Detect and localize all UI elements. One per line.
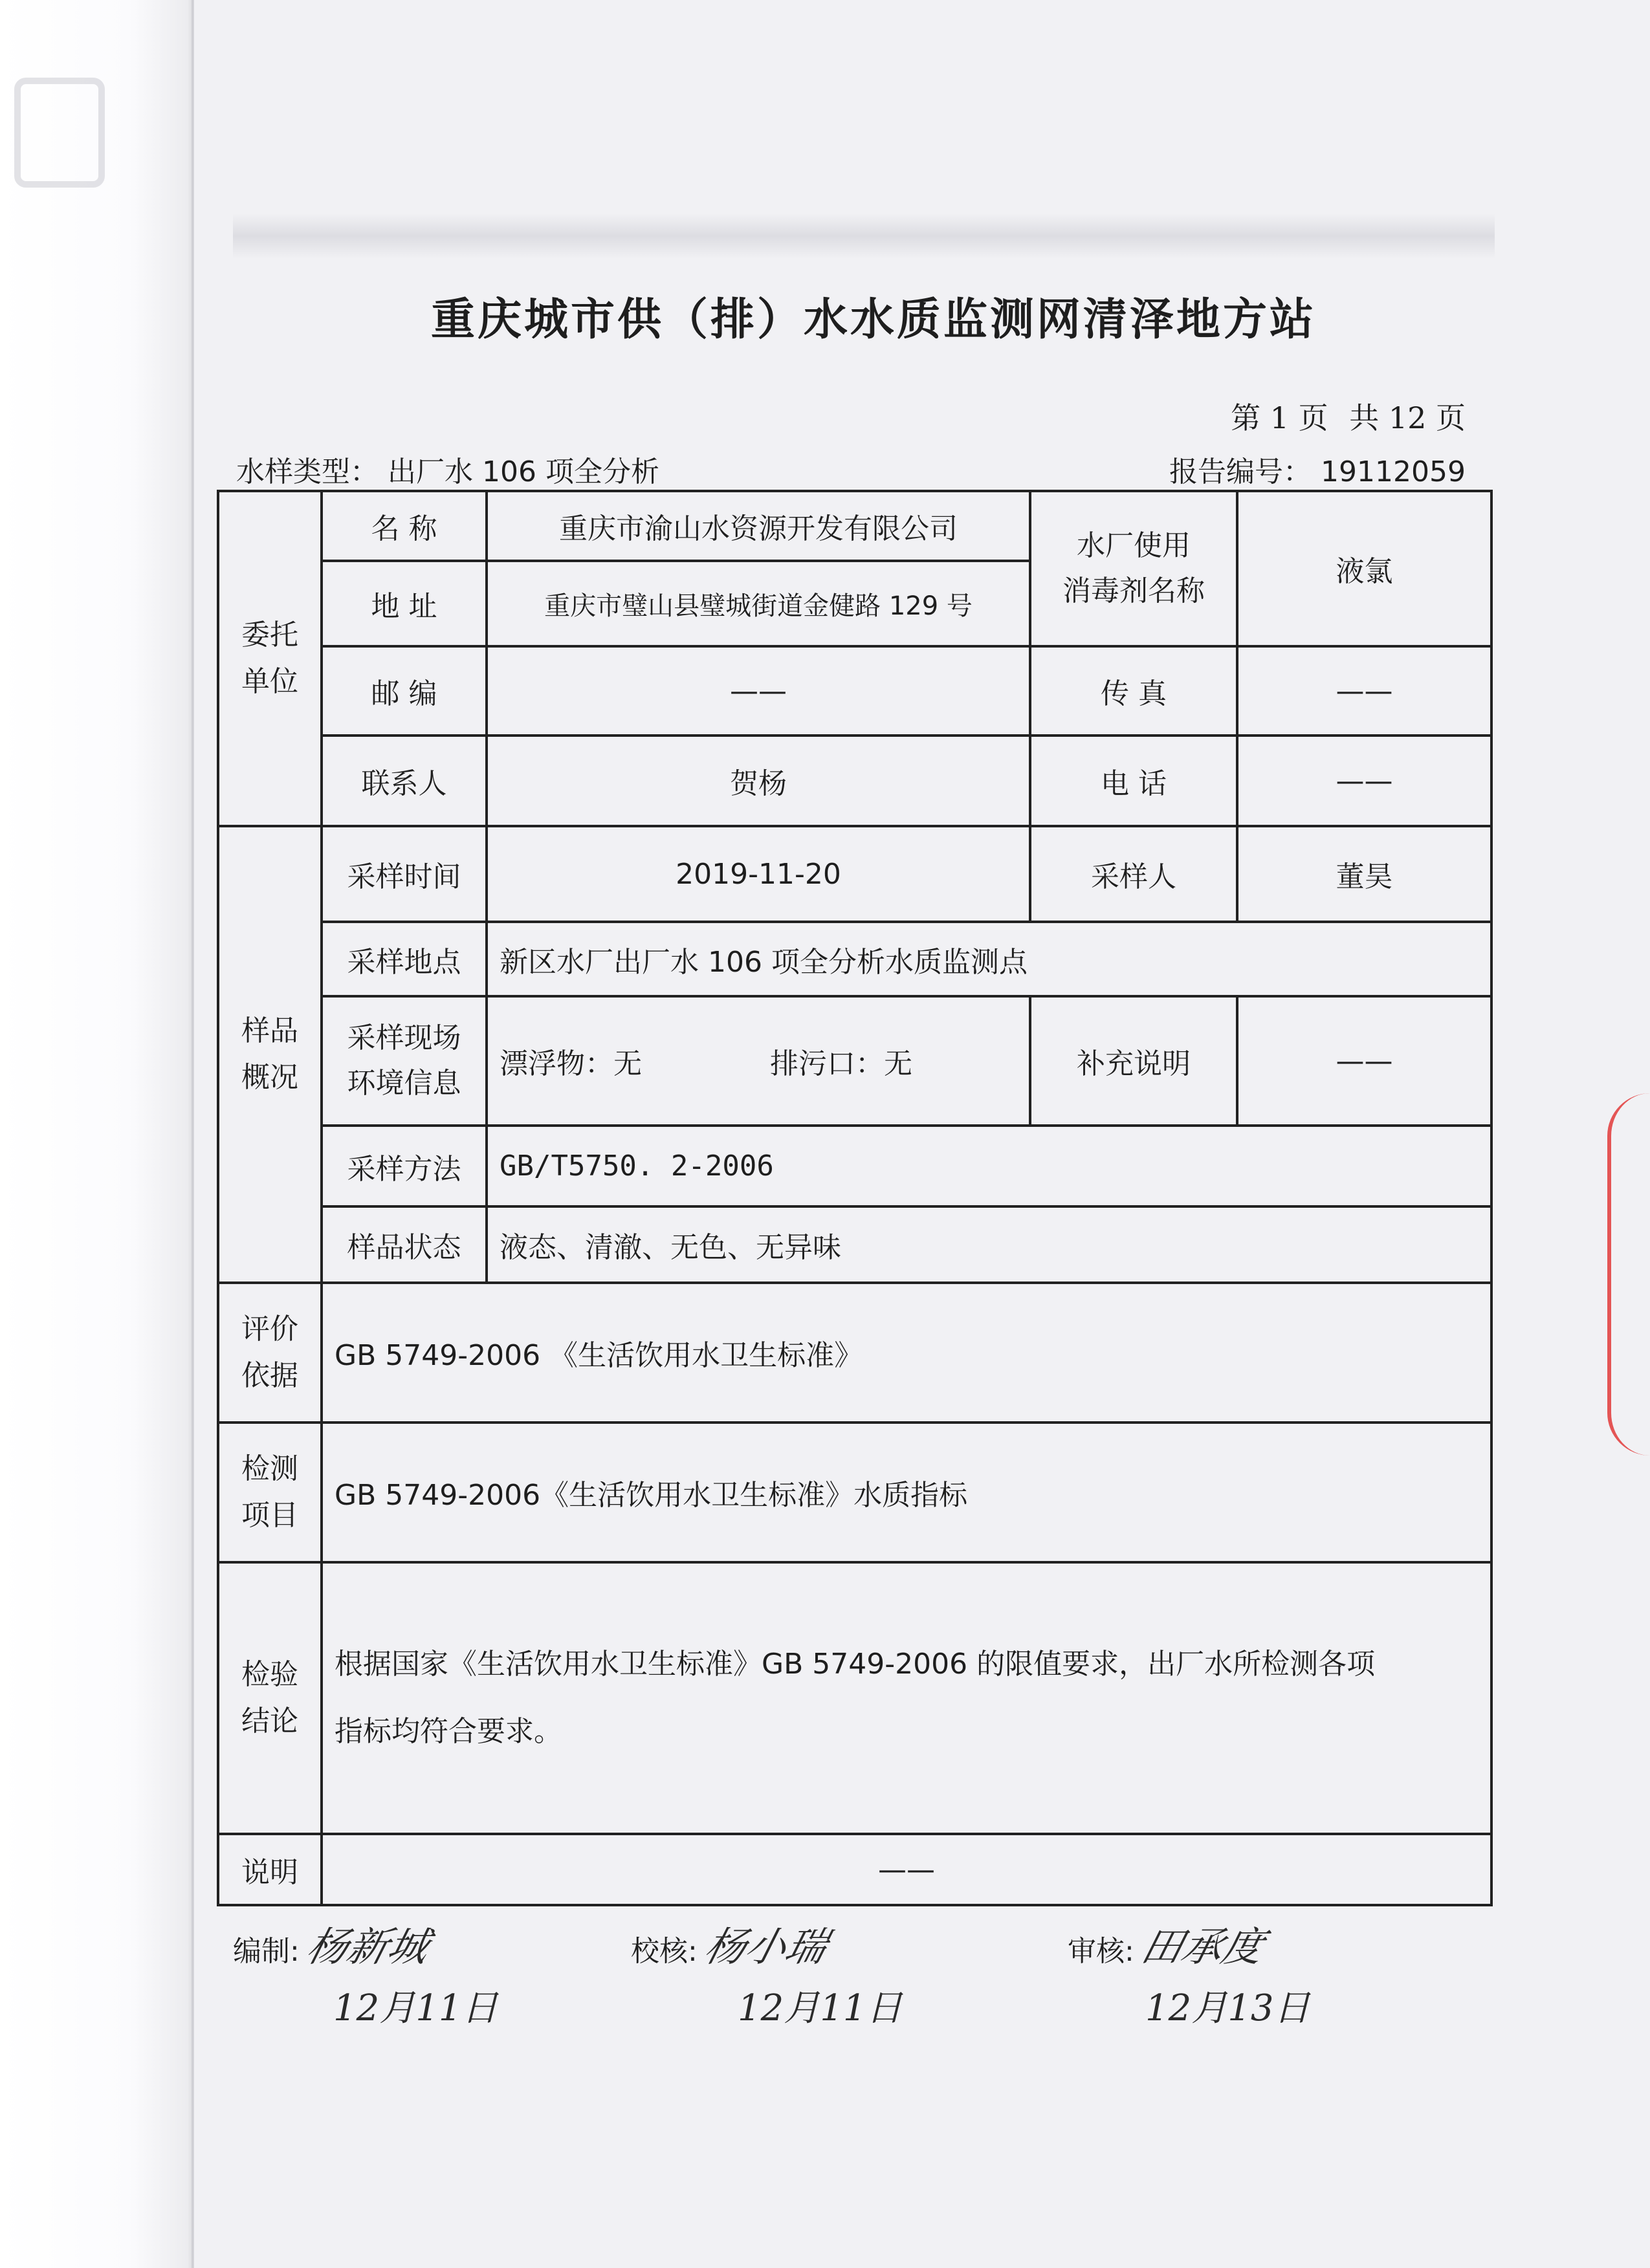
checked-by xyxy=(631,1915,832,1972)
extra-note-value: —— xyxy=(1237,996,1491,1126)
conclusion-row xyxy=(218,1562,1491,1834)
note-value: —— xyxy=(322,1834,1491,1905)
reviewed-by xyxy=(1068,1915,1269,1972)
fax-value: —— xyxy=(1237,646,1491,736)
items-label-2: 项目 xyxy=(241,1499,298,1532)
sample-state-value: 液态、清澈、无色、无异味 xyxy=(487,1206,1491,1283)
page-fold-line xyxy=(192,0,193,2268)
sample-section-label xyxy=(218,826,322,1283)
sample-type-label: 水样类型： xyxy=(236,455,379,488)
client-name-label: 名 称 xyxy=(322,491,487,561)
checked-label: 校核: xyxy=(631,1935,698,1968)
sample-state-label: 样品状态 xyxy=(322,1206,487,1283)
reviewed-signature: 田承度 xyxy=(1136,1923,1269,1970)
conclusion-line-1: 根据国家《生活饮用水卫生标准》GB 5749-2006 的限值要求，出厂水所检测各项 xyxy=(335,1648,1376,1681)
conclusion-label-1: 检验 xyxy=(241,1658,298,1691)
sewage-outlet: 排污口：无 xyxy=(770,1047,912,1080)
checked-signature: 杨小瑞 xyxy=(699,1923,832,1970)
client-address-value: 重庆市璧山县璧城街道金健路 129 号 xyxy=(487,561,1030,646)
compiled-signature: 杨新城 xyxy=(302,1923,434,1970)
items-label xyxy=(218,1423,322,1562)
red-seal-edge xyxy=(1607,1093,1650,1456)
sampling-env-label-1: 采样现场 xyxy=(347,1021,461,1054)
contact-value: 贺杨 xyxy=(487,736,1030,826)
report-number xyxy=(1169,448,1466,490)
sampling-method-label: 采样方法 xyxy=(322,1126,487,1206)
note-row xyxy=(218,1834,1491,1905)
basis-label-2: 依据 xyxy=(241,1359,298,1392)
sampling-env-label xyxy=(322,996,487,1126)
disinfectant-label-1: 水厂使用 xyxy=(1077,529,1191,562)
items-value: GB 5749-2006《生活饮用水卫生标准》水质指标 xyxy=(322,1423,1491,1562)
sampling-place-value: 新区水厂出厂水 106 项全分析水质监测点 xyxy=(487,922,1491,996)
items-row xyxy=(218,1423,1491,1562)
sampling-method-value: GB/T5750. 2-2006 xyxy=(487,1126,1491,1206)
client-section-label-2: 单位 xyxy=(241,665,298,698)
disinfectant-label-2: 消毒剂名称 xyxy=(1062,574,1205,607)
client-name-value: 重庆市渝山水资源开发有限公司 xyxy=(487,491,1030,561)
phone-label: 电 话 xyxy=(1030,736,1237,826)
basis-label xyxy=(218,1283,322,1423)
report-number-label: 报告编号： xyxy=(1169,455,1312,488)
reviewed-label: 审核: xyxy=(1068,1935,1134,1968)
conclusion-value xyxy=(322,1562,1491,1834)
floating-matter: 漂浮物：无 xyxy=(500,1047,642,1080)
compiled-label: 编制: xyxy=(233,1935,300,1968)
sample-time-row xyxy=(218,826,1491,922)
postcode-value: —— xyxy=(487,646,1030,736)
report-table xyxy=(217,490,1493,1906)
page-total: 共 12 页 xyxy=(1349,400,1466,435)
sampler-value: 董昊 xyxy=(1237,826,1491,922)
client-postcode-row xyxy=(218,646,1491,736)
sampling-time-value: 2019-11-20 xyxy=(487,826,1030,922)
phone-value: —— xyxy=(1237,736,1491,826)
sampling-place-label: 采样地点 xyxy=(322,922,487,996)
report-number-value: 19112059 xyxy=(1321,455,1466,488)
page-info xyxy=(1219,395,1466,437)
sampling-env-value xyxy=(487,996,1030,1126)
previous-page-strip xyxy=(0,0,194,2268)
postcode-label: 邮 编 xyxy=(322,646,487,736)
sample-type xyxy=(236,448,659,490)
conclusion-line-2: 指标均符合要求。 xyxy=(335,1715,562,1748)
note-label: 说明 xyxy=(218,1834,322,1905)
disinfectant-value: 液氯 xyxy=(1237,491,1491,646)
client-address-label: 地 址 xyxy=(322,561,487,646)
bleed-logo-mark xyxy=(14,78,105,188)
sample-section-label-1: 样品 xyxy=(241,1014,298,1047)
client-section-label-1: 委托 xyxy=(241,618,298,651)
client-name-row xyxy=(218,491,1491,561)
sample-section-label-2: 概况 xyxy=(241,1061,298,1094)
compiled-by xyxy=(233,1915,434,1972)
disinfectant-label xyxy=(1030,491,1237,646)
items-label-1: 检测 xyxy=(241,1452,298,1485)
checked-date: 12月11日 xyxy=(738,1987,903,2029)
reviewed-date: 12月13日 xyxy=(1145,1987,1310,2029)
client-contact-row xyxy=(218,736,1491,826)
sample-method-row xyxy=(218,1126,1491,1206)
fax-label: 传 真 xyxy=(1030,646,1237,736)
page-number: 第 1 页 xyxy=(1231,400,1328,435)
basis-value: GB 5749-2006 《生活饮用水卫生标准》 xyxy=(322,1283,1491,1423)
sample-env-row xyxy=(218,996,1491,1126)
bleed-through-shadow xyxy=(233,213,1495,259)
basis-label-1: 评价 xyxy=(241,1313,298,1346)
extra-note-label: 补充说明 xyxy=(1030,996,1237,1126)
sample-state-row xyxy=(218,1206,1491,1283)
document-title: 重庆城市供（排）水水质监测网清泽地方站 xyxy=(430,294,1316,345)
sampler-label: 采样人 xyxy=(1030,826,1237,922)
compiled-date: 12月11日 xyxy=(333,1987,498,2029)
client-section-label xyxy=(218,491,322,826)
conclusion-label xyxy=(218,1562,322,1834)
sample-place-row xyxy=(218,922,1491,996)
basis-row xyxy=(218,1283,1491,1423)
sampling-time-label: 采样时间 xyxy=(322,826,487,922)
contact-label: 联系人 xyxy=(322,736,487,826)
sampling-env-label-2: 环境信息 xyxy=(347,1067,461,1100)
conclusion-label-2: 结论 xyxy=(241,1705,298,1738)
sample-type-value: 出厂水 106 项全分析 xyxy=(388,455,659,488)
